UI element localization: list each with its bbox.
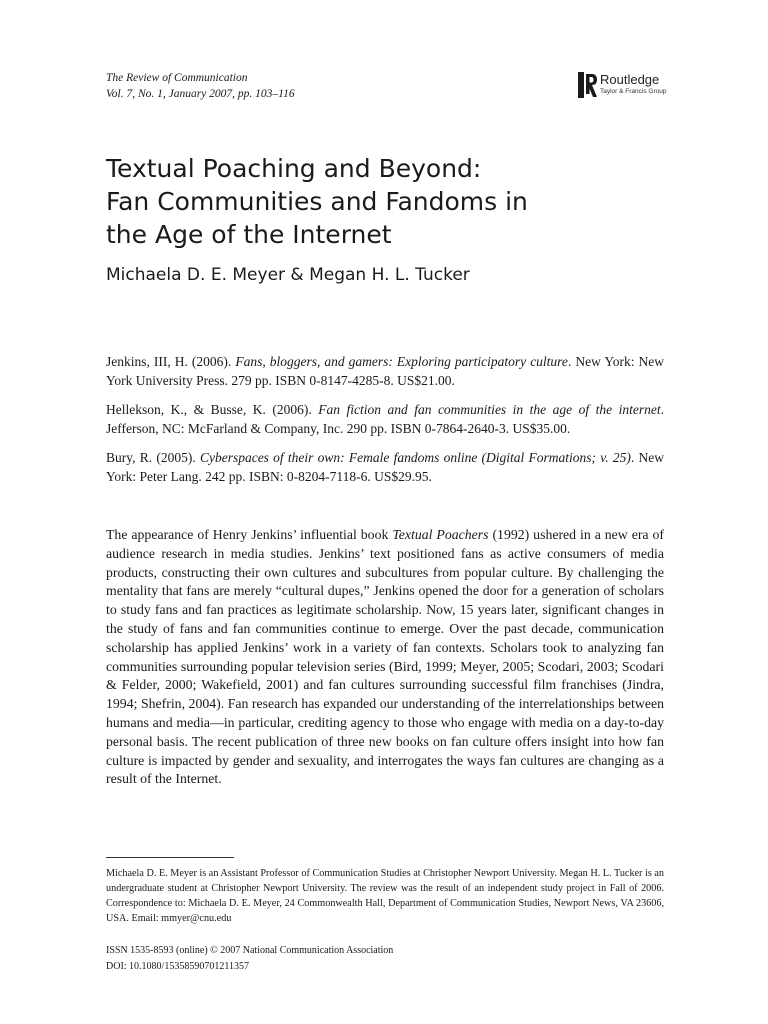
issn-line: ISSN 1535-8593 (online) © 2007 National Communication Association: [106, 945, 394, 956]
body-paragraph: [106, 526, 664, 789]
doi-line: DOI: 10.1080/15358590701211357: [106, 960, 249, 972]
citation-title: Cyberspaces of their own: Female fandoms online (Digital Formations; v. 25): [199, 450, 631, 465]
citation-authors: Jenkins, III, H. (2006).: [106, 354, 236, 369]
book-citation: [106, 449, 664, 486]
article-authors: Michaela D. E. Meyer & Megan H. L. Tucker: [106, 265, 470, 285]
citation-details: . New York: New York University Press. 279 pp. ISBN 0-8147-4285-8. US$21.00.: [106, 354, 665, 388]
citation-authors: Bury, R. (2005).: [106, 450, 200, 465]
routledge-logo-icon: [578, 72, 598, 98]
citation-authors: Hellekson, K., & Busse, K. (2006).: [106, 402, 319, 417]
title-line: Textual Poaching and Beyond:: [106, 154, 482, 183]
reviewed-books: [106, 353, 664, 497]
publisher-logo: [578, 72, 678, 98]
book-citation: [106, 353, 664, 390]
author-footnote: Michaela D. E. Meyer is an Assistant Professor of Communication Studies at Christopher Newport University. Megan H. L. Tucker is an undergraduate student at Christopher Newport University. The review was the result of an independent study project in Fall of 2006. Correspondence to: Michaela D. E. Meyer, 24 Commonwealth Hall, Department of Communication Studies, Newport News, VA 23606, USA. Email: mmyer@cnu.edu: [106, 868, 664, 924]
citation-details: . New York: Peter Lang. 242 pp. ISBN: 0-8204-7118-6. US$29.95.: [106, 450, 664, 484]
article-title: [106, 152, 528, 251]
publication-info: [106, 943, 393, 974]
title-line: the Age of the Internet: [106, 220, 392, 249]
footnote-divider: [106, 857, 234, 858]
book-citation: [106, 401, 664, 438]
citation-details: . Jefferson, NC: McFarland & Company, Inc. 290 pp. ISBN 0-7864-2640-3. US$35.00.: [106, 402, 665, 436]
body-text-rest: (1992) ushered in a new era of audience research in media studies. Jenkins’ text positioned fans as active consumers of media products, constructing their own cultures and subcultures from popular culture. By challenging the mentality that fans are merely “cultural dupes,” Jenkins opened the door for a generation of scholars to study fans and fan practices as legitimate scholarship. Now, 15 years later, significant changes in the study of fans and fan communities continue to emerge. Over the past decade, communication scholarship has applied Jenkins’ work in a variety of fan contexts. Scholars took to analyzing fan communities surrounding popular television series (Bird, 1999; Meyer, 2005; Scodari, 2003; Scodari & Felder, 2000; Wakefield, 2001) and fan cultures surrounding successful film franchises (Jindra, 1994; Shefrin, 2004). Fan research has expanded our understanding of the interrelationships between humans and media—in particular, crediting agency to those who engage with media on a day-to-day personal basis. The recent publication of three new books on fan culture offers insight into how fan culture is impacted by gender and sexuality, and interrogates the ways fan cultures are changing as a result of the Internet.: [106, 527, 664, 787]
journal-name: The Review of Communication: [106, 72, 248, 84]
publisher-brand: Routledge: [600, 72, 660, 87]
citation-title: Fan fiction and fan communities in the age of the internet: [318, 402, 661, 417]
body-book-title: Textual Poachers: [392, 527, 489, 542]
journal-header: [106, 70, 295, 102]
citation-title: Fans, bloggers, and gamers: Exploring participatory culture: [235, 354, 568, 369]
publisher-group: Taylor & Francis Group: [600, 88, 667, 95]
body-text-start: The appearance of Henry Jenkins’ influential book: [106, 527, 393, 542]
title-line: Fan Communities and Fandoms in: [106, 187, 528, 216]
journal-issue: Vol. 7, No. 1, January 2007, pp. 103–116: [106, 88, 295, 100]
